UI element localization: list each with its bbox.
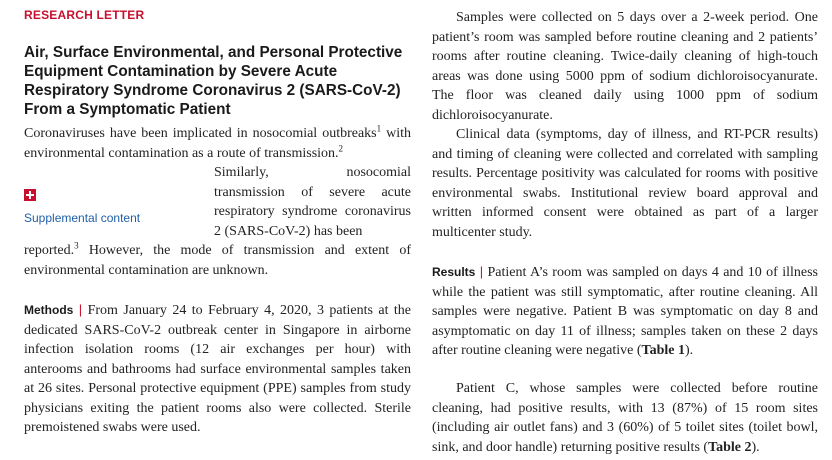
supplemental-content-label[interactable]: Supplemental content	[24, 211, 141, 225]
methods-paragraph: Methods | From January 24 to February 4, 2020, 3 patients at the dedicated SARS-CoV-2 outbreak center in Singapore in airborne infection isolation rooms (12 air exchanges per hour) with anterooms and bathrooms had surface environmental samples taken at 26 sites. Personal protective equipment (PPE) samples from study physicians exiting the patient rooms also were collected. Sterile premoistened swabs were used.	[24, 302, 411, 435]
table-2-link[interactable]: Table 2	[708, 439, 752, 455]
patient-c-paragraph: Patient C, whose samples were collected before routine cleaning, had positive results, with 13 (87%) of 15 room sites (including air outlet fans) and 3 (60%) of 5 toilet sites (toilet bowl, sink, and door handle) returning positive results (Table 2).	[432, 381, 818, 455]
reference-3[interactable]: 3	[74, 240, 79, 251]
section-label: RESEARCH LETTER	[24, 8, 145, 22]
sampling-paragraph: Samples were collected on 5 days over a 2-week period. One patient’s room was sampled before routine cleaning and 2 patients’ rooms after routine cleaning. Twice-daily cleaning of high-touch areas was done using 5000 ppm of sodium dichloroisocyanurate. The floor was cleaned daily using 1000 ppm of sodium dichloroisocyanurate.	[432, 10, 818, 123]
results-heading: Results	[432, 265, 476, 279]
table-1-link[interactable]: Table 1	[641, 343, 685, 358]
methods-separator: |	[78, 302, 83, 317]
methods-heading: Methods	[24, 303, 74, 317]
intro-paragraph-bottom: reported.$^3$ However, the mode of transmission and extent of environmental contamination are unknown.	[24, 240, 411, 278]
supplemental-content-link[interactable]	[24, 189, 209, 225]
reference-2[interactable]: 2	[338, 142, 344, 153]
reference-1[interactable]: 1	[376, 123, 382, 134]
intro-paragraph-top: Coronaviruses have been implicated in nosocomial outbreaks$^1$ with environmental contamination as a route of transmission.$^2$	[24, 123, 412, 161]
intro-paragraph-narrow: Similarly, nosocomial transmission of severe acute respiratory syndrome coronavirus 2 (SARS-CoV-2) has been	[214, 165, 411, 239]
clinical-data-paragraph: Clinical data (symptoms, day of illness, and RT-PCR results) and timing of cleaning were collected and correlated with sampling results. Percentage positivity was calculated for rooms with positive environmental swabs. Institutional review board approval and written informed consent were obtained as part of a larger multicenter study.	[432, 127, 818, 240]
article-title: Air, Surface Environmental, and Personal Protective Equipment Contamination by Severe Acute Respiratory Syndrome Coronavirus 2 (SARS-CoV-2) From a Symptomatic Patient	[24, 44, 403, 118]
results-paragraph: Results | Patient A’s room was sampled on days 4 and 10 of illness while the patient was still symptomatic, after routine cleaning. All samples were negative. Patient B was symptomatic on day 8 and asymptomatic on day 11 of illness; samples taken on these 2 days after routine cleaning were negative (Table 1).	[432, 264, 819, 358]
results-separator: |	[479, 264, 484, 279]
plus-icon[interactable]	[24, 189, 36, 201]
